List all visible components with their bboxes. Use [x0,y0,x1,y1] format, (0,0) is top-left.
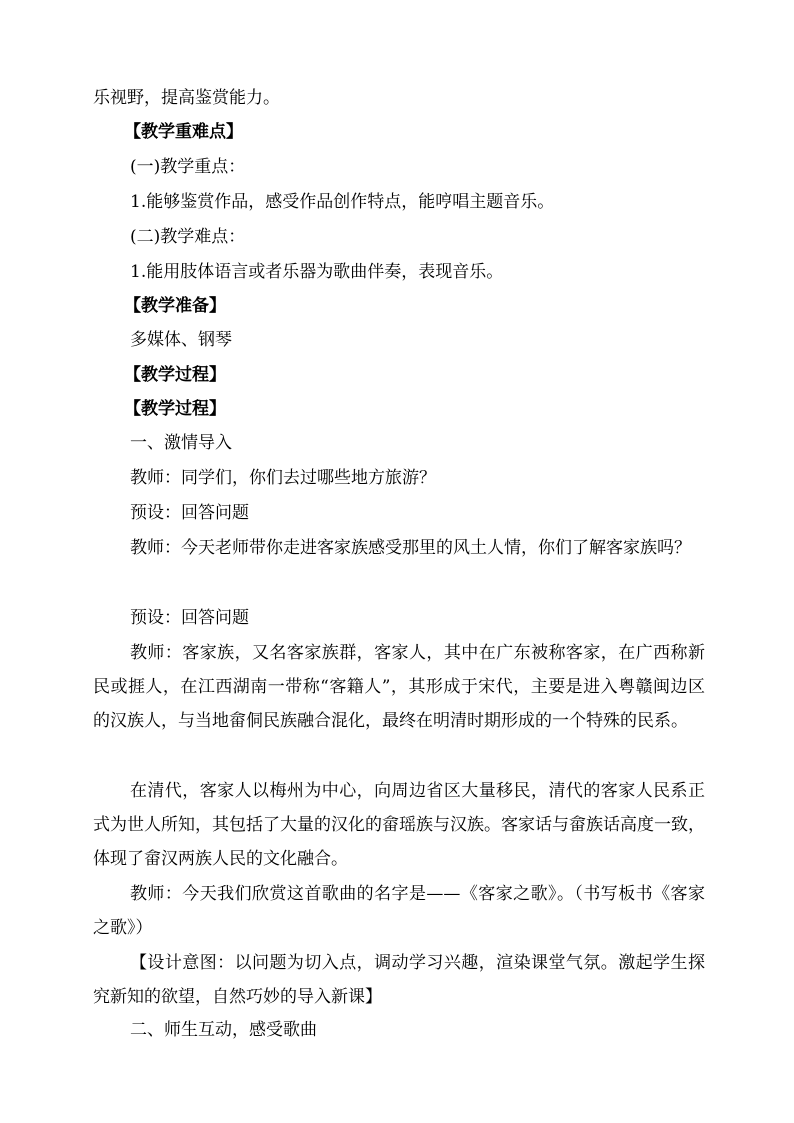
design-intent-paragraph: 【设计意图：以问题为切入点，调动学习兴趣，渲染课堂气氛。激起学生探究新知的欲望，自然巧妙的导入新课】 [93,953,705,1007]
heading-key-points: 【教学重难点】 [124,122,243,142]
step-intro-heading: 一、激情导入 [130,433,232,453]
key-point-subheading: (一)教学重点： [130,157,246,177]
heading-preparation: 【教学准备】 [124,296,226,316]
teacher-paragraph: 教师：今天我们欣赏这首歌曲的名字是——《客家之歌》。（书写板书《客家之歌》） [93,884,705,938]
intro-tail-text: 乐视野，提高鉴赏能力。 [93,88,280,108]
body-paragraph: 在清代，客家人以梅州为中心，向周边省区大量移民，清代的客家人民系正式为世人所知，其包括了大量的汉化的畲瑶族与汉族。客家话与畲族话高度一致，体现了畲汉两族人民的文化融合。 [93,781,705,869]
preparation-text: 多媒体、钢琴 [130,330,232,350]
heading-process-repeat: 【教学过程】 [124,399,226,419]
teacher-paragraph: 教师：今天老师带你走进客家族感受那里的风土人情，你们了解客家族吗？ [130,538,691,558]
preset-line: 预设：回答问题 [130,608,249,628]
key-point-item: 1.能够鉴赏作品，感受作品创作特点，能哼唱主题音乐。 [130,192,555,212]
difficulty-subheading: (二)教学难点： [130,227,246,247]
heading-process: 【教学过程】 [124,365,226,385]
teacher-line: 教师：同学们，你们去过哪些地方旅游？ [130,468,436,488]
preset-line: 预设：回答问题 [130,503,249,523]
teacher-paragraph: 教师：客家族，又名客家族群，客家人，其中在广东被称客家，在广西称新民或捱人，在江西湖南一带称“客籍人”，其形成于宋代，主要是进入粤赣闽边区的汉族人，与当地畲侗民族融合混化，最终在明清时期形成的一个特殊的民系。 [93,643,705,731]
difficulty-item: 1.能用肢体语言或者乐器为歌曲伴奏，表现音乐。 [130,262,504,282]
step-interaction-heading: 二、师生互动，感受歌曲 [130,1020,317,1040]
